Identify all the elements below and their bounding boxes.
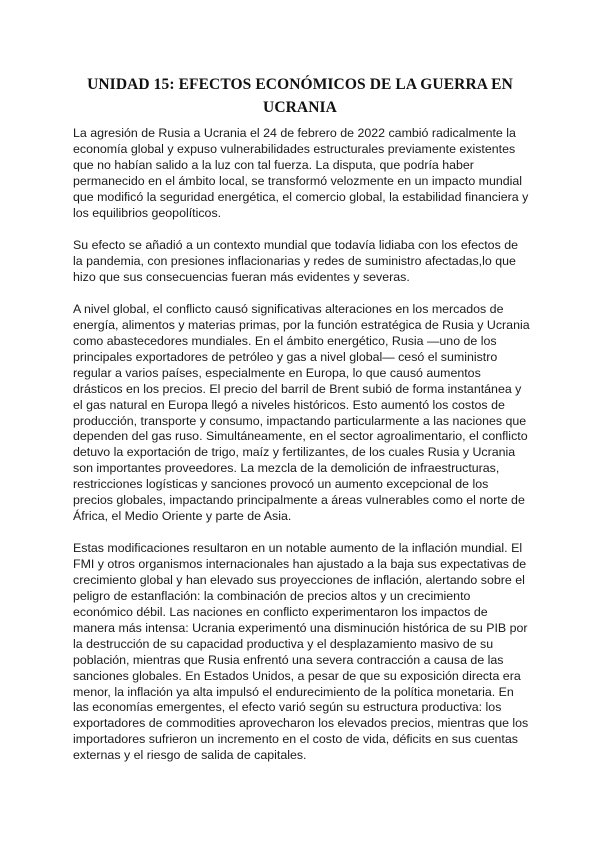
paragraph-inflation: Estas modificaciones resultaron en un notable aumento de la inflación mundial. El FMI y otros organismos internacionales han ajustado a la baja sus expectativas de crecimiento global y han elevado sus proyecciones de inflación, alertando sobre el peligro de estanflación: la combinación de precios altos y un crecimiento económico débil. Las naciones en conflicto experimentaron los impactos de manera más intensa: Ucrania experimentó una disminución histórica de su PIB por la destrucción de su capacidad productiva y el desplazamiento masivo de su población, mientras que Rusia enfrentó una severa contracción a causa de las sanciones globales. En Estados Unidos, a pesar de que su exposición directa era menor, la inflación ya alta impulsó el endurecimiento de la política monetaria. En las economías emergentes, el efecto varió según su estructura productiva: los exportadores de commodities aprovecharon los elevados precios, mientras que los importadores sufrieron un incremento en el costo de vida, déficits en sus cuentas externas y el riesgo de salida de capitales. (73, 541, 529, 763)
document-body (73, 126, 531, 764)
paragraph-global-impact: A nivel global, el conflicto causó significativas alteraciones en los mercados de energía, alimentos y materias primas, por la función estratégica de Rusia y Ucrania como abastecedores mundiales. En el ámbito energético, Rusia —uno de los principales exportadores de petróleo y gas a nivel global— cesó el suministro regular a varios países, especialmente en Europa, lo que causó aumentos drásticos en los precios. El precio del barril de Brent subió de forma instantánea y el gas natural en Europa llegó a niveles históricos. Esto aumentó los costos de producción, transporte y consumo, impactando particularmente a las naciones que dependen del gas ruso. Simultáneamente, en el sector agroalimentario, el conflicto detuvo la exportación de trigo, maíz y fertilizantes, de los cuales Rusia y Ucrania son importantes proveedores. La mezcla de la demolición de infraestructuras, restricciones logísticas y sanciones provocó un aumento excepcional de los precios globales, impactando principalmente a áreas vulnerables como el norte de África, el Medio Oriente y parte de Asia. (73, 302, 530, 523)
paragraph-context: Su efecto se añadió a un contexto mundial que todavía lidiaba con los efectos de la pandemia, con presiones inflacionarias y redes de suministro afectadas,lo que hizo que sus consecuencias fueran más evidentes y severas. (73, 237, 518, 284)
document-title (70, 73, 530, 119)
title-line-2: UCRANIA (263, 99, 337, 116)
title-line-1: UNIDAD 15: EFECTOS ECONÓMICOS DE LA GUERRA EN (87, 76, 513, 93)
paragraph-intro: La agresión de Rusia a Ucrania el 24 de febrero de 2022 cambió radicalmente la economía global y expuso vulnerabilidades estructurales previamente existentes que no habían salido a la luz con tal fuerza. La disputa, que podría haber permanecido en el ámbito local, se transformó velozmente en un impacto mundial que modificó la seguridad energética, el comercio global, la estabilidad financiera y los equilibrios geopolíticos. (73, 126, 529, 220)
